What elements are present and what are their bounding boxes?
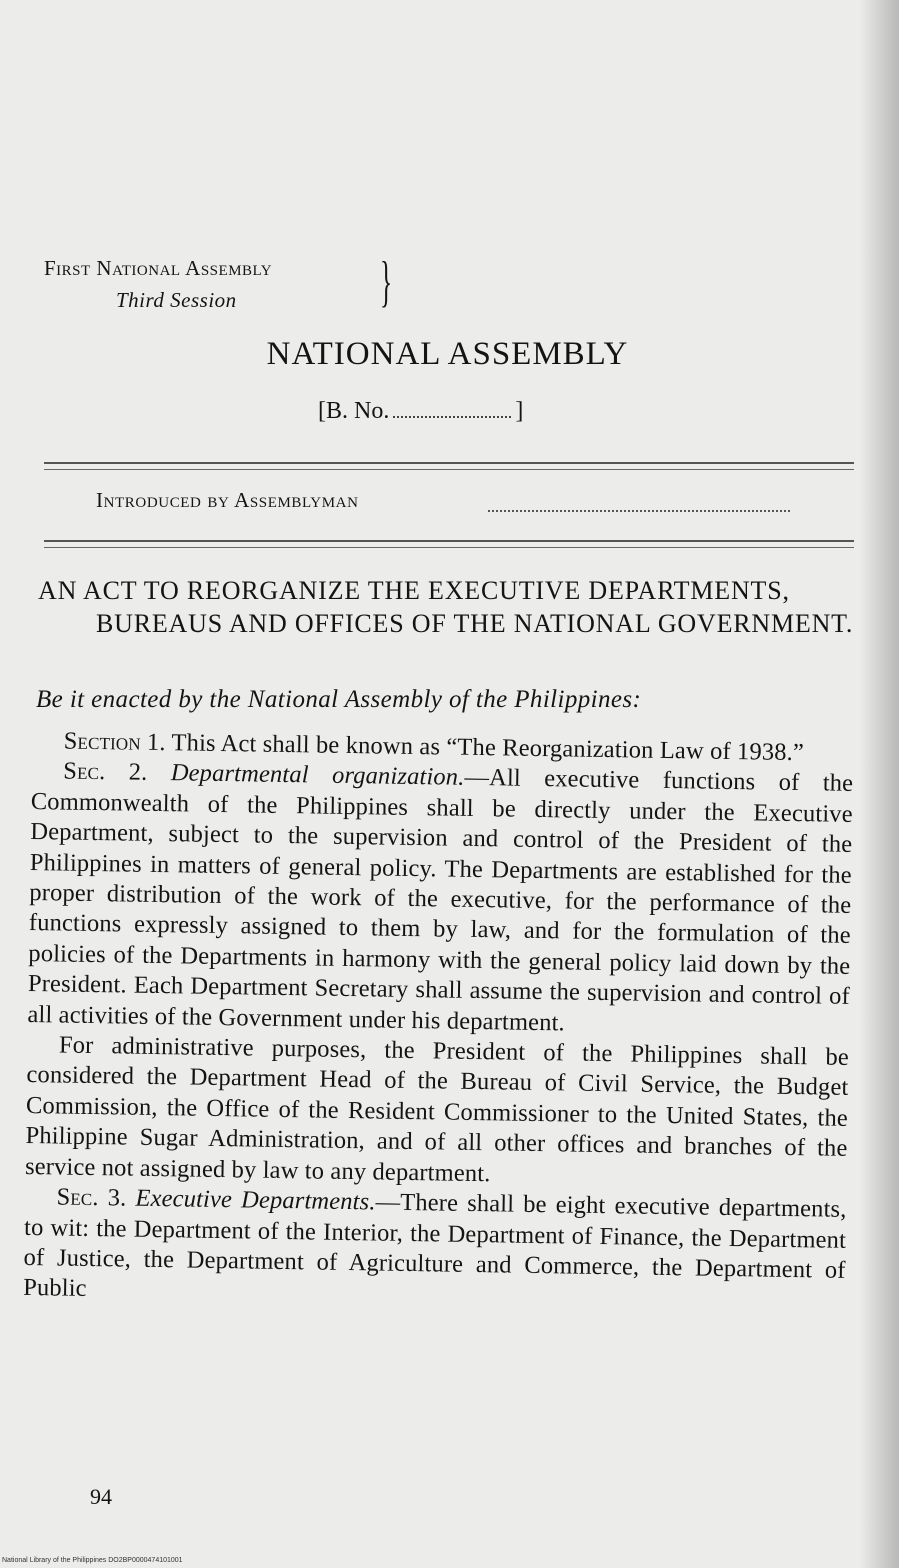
section-2-heading: Departmental organization.: [170, 759, 465, 792]
session-line: Third Session: [116, 288, 237, 312]
section-2-paragraph-2: For administrative purposes, the President of the Philippines shall be considered the Department Head of the Bureau of Civil Service, the Budget Commission, the Office of the Resident Commissioner to the United States, the Philippine Sugar Administration, and of all other offices and branches of the service not assigned by law to any department.: [24, 1031, 850, 1187]
introduced-by: Introduced by Assemblyman: [96, 488, 359, 512]
act-body: [23, 726, 854, 1317]
section-1-text: This Act shall be known as “The Reorganization Law of 1938.”: [171, 729, 805, 767]
page-title: [0, 336, 899, 373]
divider-top: [44, 462, 854, 470]
section-3-heading: Executive Departments.: [135, 1184, 376, 1216]
section-2: [27, 756, 853, 1043]
page-number: 94: [90, 1484, 112, 1509]
page-title-text: NATIONAL ASSEMBLY: [266, 336, 629, 372]
bill-number: [318, 398, 523, 425]
bill-number-suffix: ]: [515, 398, 524, 424]
act-title-text: AN ACT TO REORGANIZE THE EXECUTIVE DEPARTMENTS, BUREAUS AND OFFICES OF THE NATIONAL GOVERNMENT.: [38, 576, 854, 638]
assembly-line: First National Assembly: [44, 256, 273, 280]
enacting-clause: Be it enacted by the National Assembly of the Philippines:: [36, 686, 642, 713]
introduced-by-blank: [488, 496, 790, 512]
section-3-text: —There shall be eight executive departments, to wit: the Department of the Interior, the Department of Finance, the Department of Justice, the Department of Agriculture and Commerce, the Department of Public: [22, 1188, 847, 1303]
bill-number-prefix: [B. No.: [318, 398, 390, 424]
section-2-label: Sec. 2.: [63, 757, 148, 787]
section-3-label: Sec. 3.: [56, 1183, 127, 1212]
section-2-text: —All executive functions of the Commonwealth of the Philippines shall be directly under the Executive Department, subject to the supervision and control of the President of the Philippines in matters of general policy. The Departments are established for the proper distribution of the work of the executive, for the performance of the functions expressly assigned to them by law, and for the formulation of the policies of the Departments in harmony with the general policy laid down by the President. Each Department Secretary shall assume the supervision and control of all activities of the Government under his department.: [27, 764, 854, 1037]
divider-bottom: [44, 540, 854, 548]
header-brace: }: [380, 251, 393, 313]
section-1-label: Section 1.: [63, 727, 166, 757]
bill-number-blank: [393, 398, 511, 418]
act-title: [38, 574, 854, 640]
section-3: [23, 1182, 847, 1317]
assembly-session-header: [44, 252, 404, 316]
scan-footer: National Library of the Philippines DO2BP0000474101001: [2, 1557, 183, 1564]
